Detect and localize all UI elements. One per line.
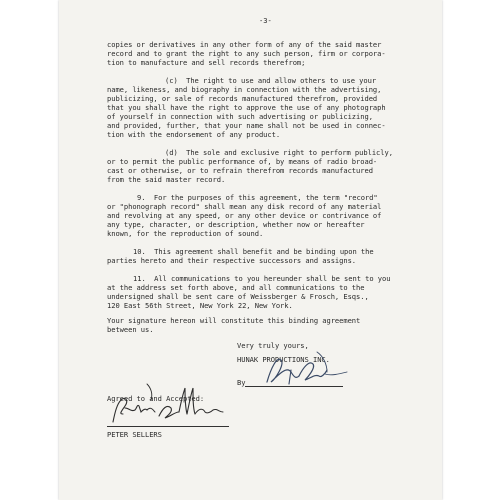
closing-by: By [237, 378, 246, 387]
body-line: and revolving at any speed, or any other device or contrivance of [107, 211, 382, 220]
body-line: publicizing, or sale of records manufactured therefrom, provided [107, 94, 378, 103]
body-line: tion to manufacture and sell records therefrom; [107, 58, 306, 67]
closing-salutation: Very truly yours, [237, 341, 309, 350]
body-line: that you shall have the right to approve the use of any photograph [107, 103, 386, 112]
closing-company: HUNAK PRODUCTIONS INC. [237, 355, 330, 364]
body-line: parties hereto and their respective successors and assigns. [107, 256, 357, 265]
body-line: and provided, further, that your name shall not be used in connec- [107, 121, 386, 130]
body-line: record and to grant the right to any such person, firm or corpora- [107, 49, 386, 58]
body-line: 11. All communications to you hereunder shall be sent to you [133, 274, 391, 283]
body-line: 10. This agreement shall benefit and be binding upon the [133, 247, 374, 256]
body-line: 120 East 56th Street, New York 22, New York. [107, 301, 293, 310]
body-line: any type, character, or description, whether now or hereafter [107, 220, 365, 229]
body-line: (c) The right to use and allow others to use your [165, 76, 377, 85]
body-line: 9. For the purposes of this agreement, the term "record" [137, 193, 378, 202]
acceptance-label: Agreed to and Accepted: [107, 394, 205, 403]
body-line: between us. [107, 325, 154, 334]
company-signature [261, 346, 357, 388]
body-line: or "phonograph record" shall mean any disk record of any material [107, 202, 382, 211]
body-line: or to permit the public performance of, by means of radio broad- [107, 157, 378, 166]
body-line: copies or derivatives in any other form of any of the said master [107, 40, 382, 49]
body-line: name, likeness, and biography in connection with the advertising, [107, 85, 382, 94]
acceptance-signer-name: PETER SELLERS [107, 430, 162, 439]
body-line: undersigned shall be sent care of Weissberger & Frosch, Esqs., [107, 292, 369, 301]
body-line: Your signature hereon will constitute this binding agreement [107, 316, 361, 325]
body-line: cast or otherwise, or to refrain therefrom records manufactured [107, 166, 373, 175]
body-line: tion with the endorsement of any product. [107, 130, 281, 139]
letter-page [59, 0, 442, 500]
acceptor-signature [107, 378, 237, 430]
body-line: (d) The sole and exclusive right to perform publicly, [165, 148, 393, 157]
body-line: of yourself in connection with such advertising or publicizing, [107, 112, 373, 121]
body-line: at the address set forth above, and all communications to the [107, 283, 365, 292]
body-line: from the said master record. [107, 175, 226, 184]
body-line: known, for the reproduction of sound. [107, 229, 264, 238]
page-number: -3- [259, 16, 272, 25]
